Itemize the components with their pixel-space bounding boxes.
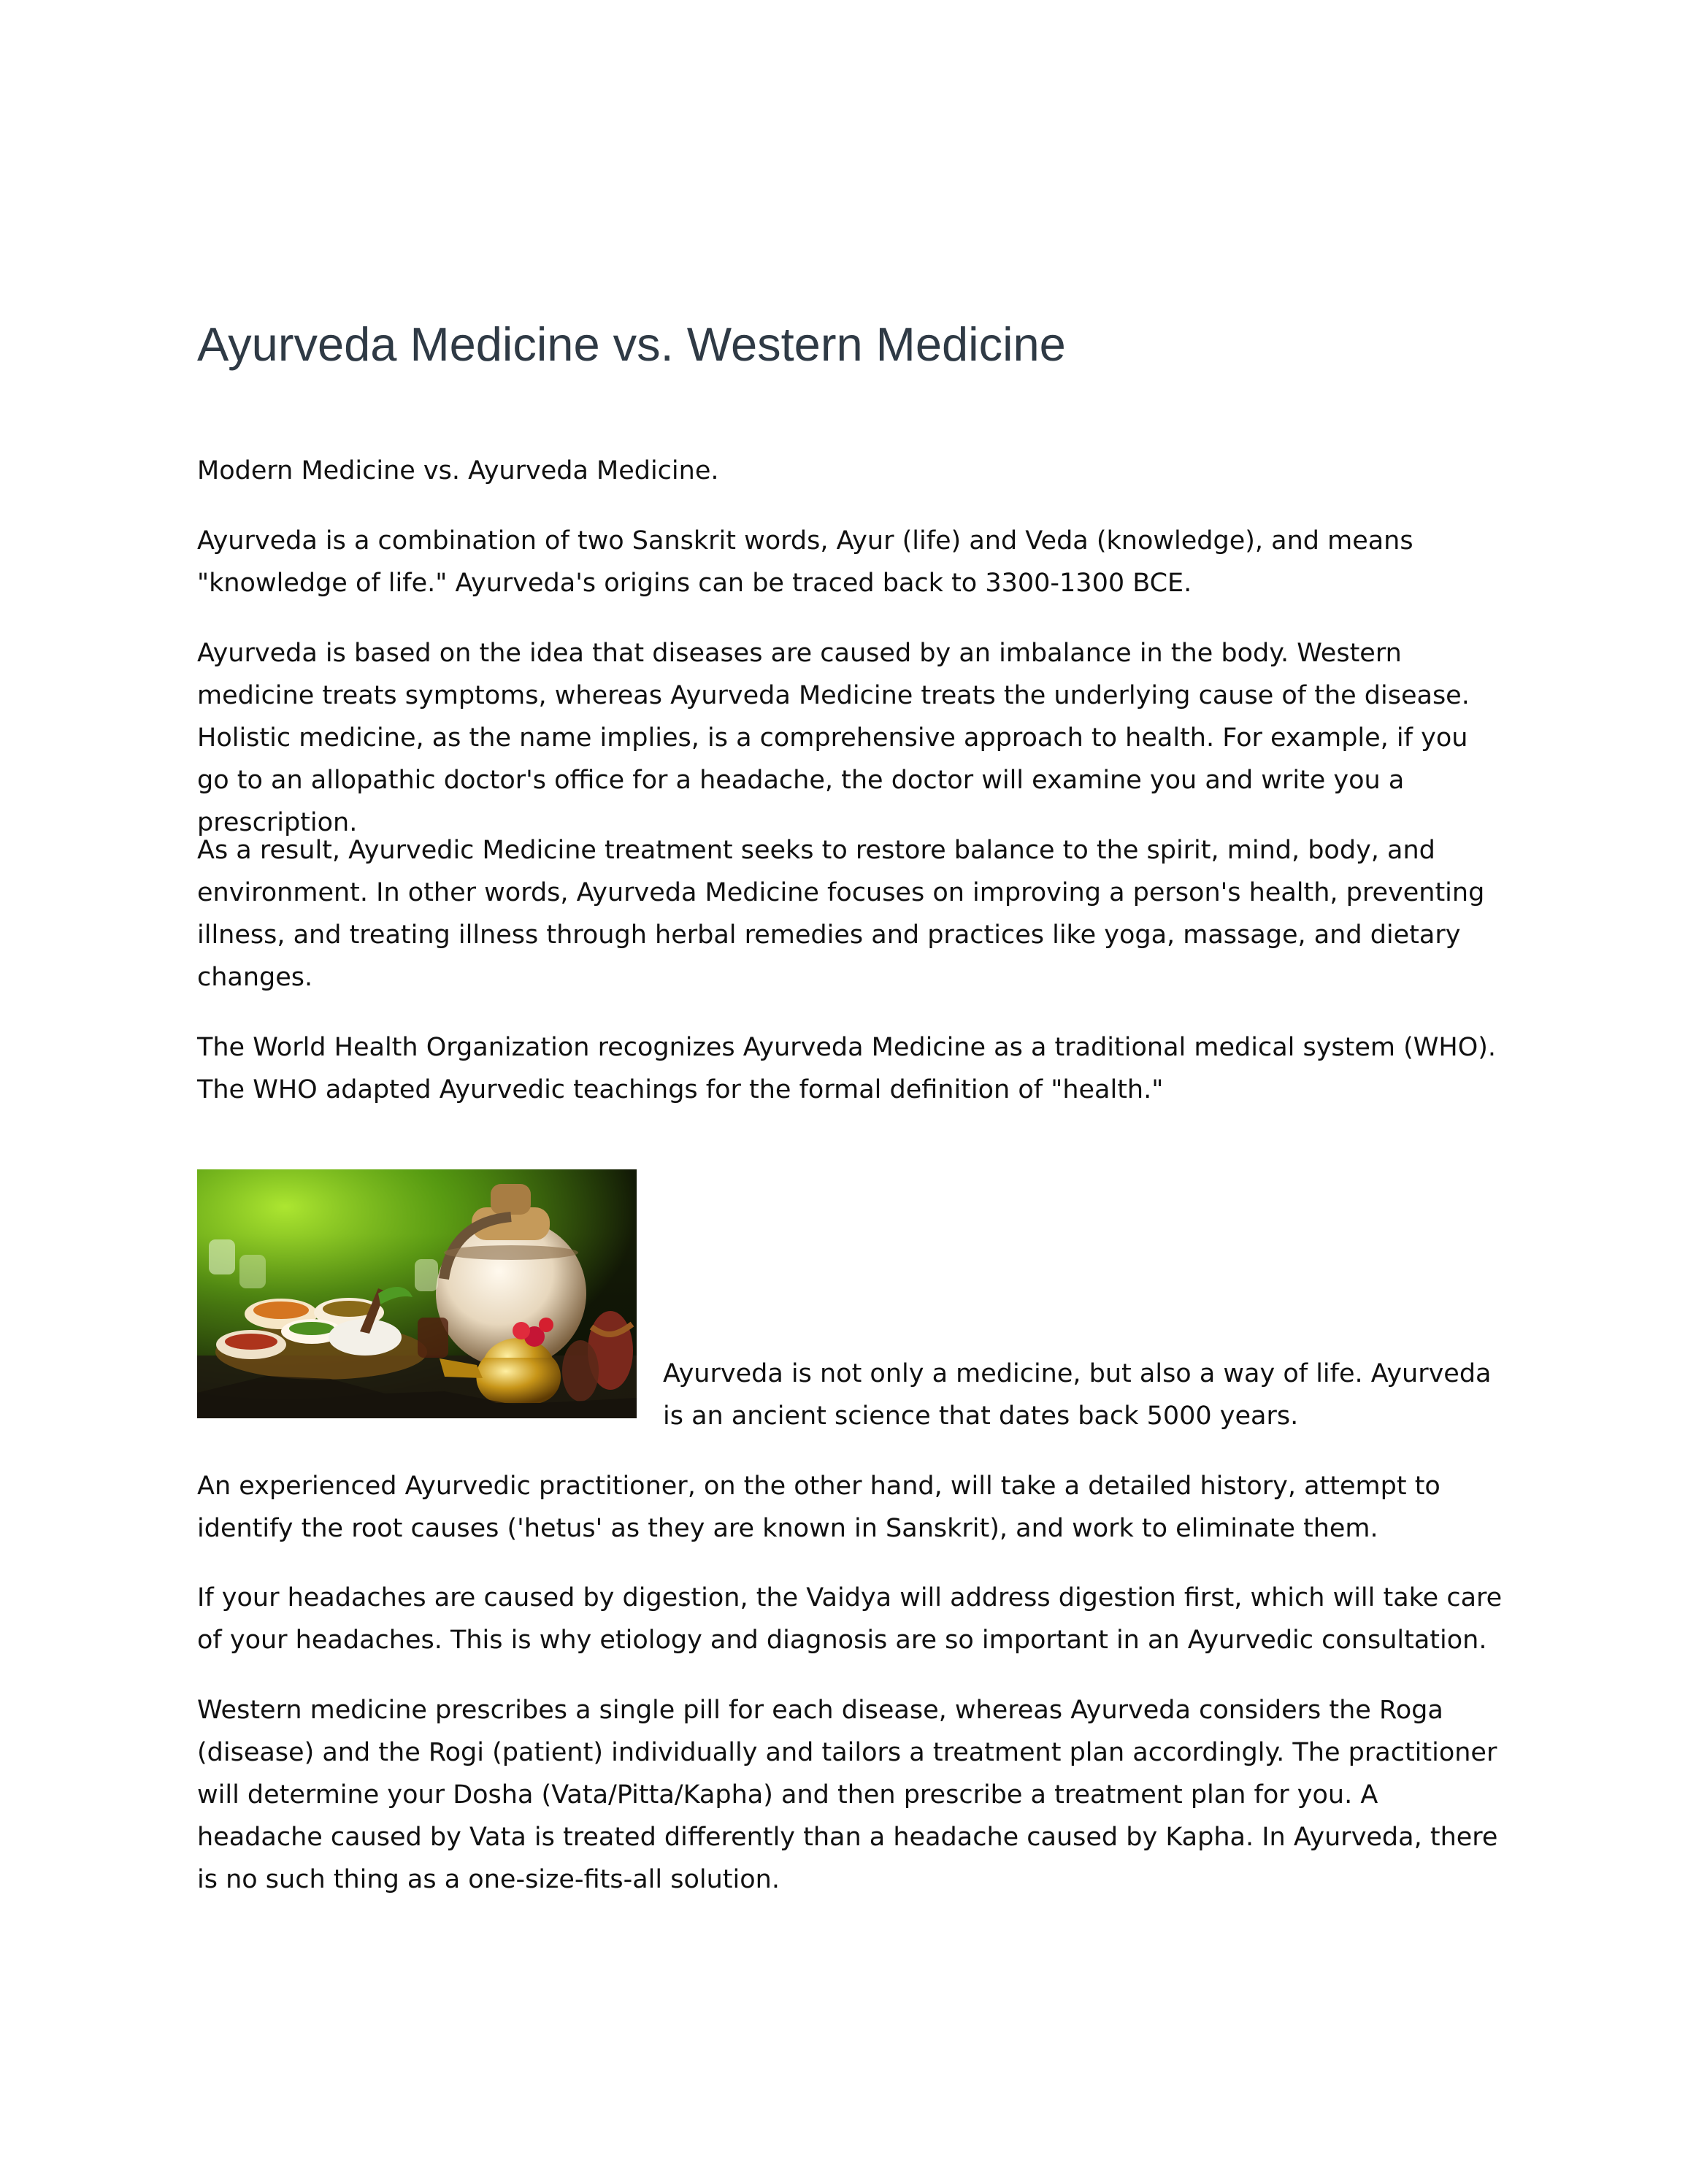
ayurveda-herbs-image	[197, 1169, 637, 1418]
paragraph-treatment-plan: Western medicine prescribes a single pill for each disease, whereas Ayurveda considers the Roga (disease) and the Rogi (patient) individually and tailors a treatment plan accordingly. The practitioner will determine your Dosha (Vata/Pitta/Kapha) and then prescribe a treatment plan for you. A headache caused by Vata is treated differently than a headache caused by Kapha. In Ayurveda, there is no such thing as a one-size-fits-all solution.	[197, 1696, 1498, 1894]
paragraph-digestion: If your headaches are caused by digestion, the Vaidya will address digestion first, which will take care of your headaches. This is why etiology and diagnosis are so important in an Ayurvedic consultation.	[197, 1583, 1503, 1655]
paragraph-imbalance: Ayurveda is based on the idea that diseases are caused by an imbalance in the body. Western medicine treats symptoms, whereas Ayurveda Medicine treats the underlying cause of the disease. Holistic medicine, as the name implies, is a comprehensive approach to health. For example, if you go to an allopathic doctor's office for a headache, the doctor will examine you and write you a prescription.	[197, 639, 1470, 837]
paragraph-definition: Ayurveda is a combination of two Sanskrit words, Ayur (life) and Veda (knowledge), and means "knowledge of life." Ayurveda's origins can be traced back to 3300-1300 BCE.	[197, 526, 1413, 598]
paragraph-practitioner: An experienced Ayurvedic practitioner, on the other hand, will take a detailed history, attempt to identify the root causes ('hetus' as they are known in Sanskrit), and work to eliminate them.	[197, 1472, 1440, 1543]
page-title: Ayurveda Medicine vs. Western Medicine	[197, 318, 1066, 371]
paragraph-way-of-life: Ayurveda is not only a medicine, but also a way of life. Ayurveda is an ancient science that dates back 5000 years.	[663, 1359, 1492, 1431]
paragraph-intro: Modern Medicine vs. Ayurveda Medicine.	[197, 456, 719, 485]
paragraph-balance: As a result, Ayurvedic Medicine treatment seeks to restore balance to the spirit, mind, body, and environment. In other words, Ayurveda Medicine focuses on improving a person's health, preventing illness, and treating illness through herbal remedies and practices like yoga, massage, and dietary changes.	[197, 836, 1485, 992]
paragraph-who: The World Health Organization recognizes Ayurveda Medicine as a traditional medical system (WHO). The WHO adapted Ayurvedic teachings for the formal definition of "health."	[197, 1033, 1497, 1104]
